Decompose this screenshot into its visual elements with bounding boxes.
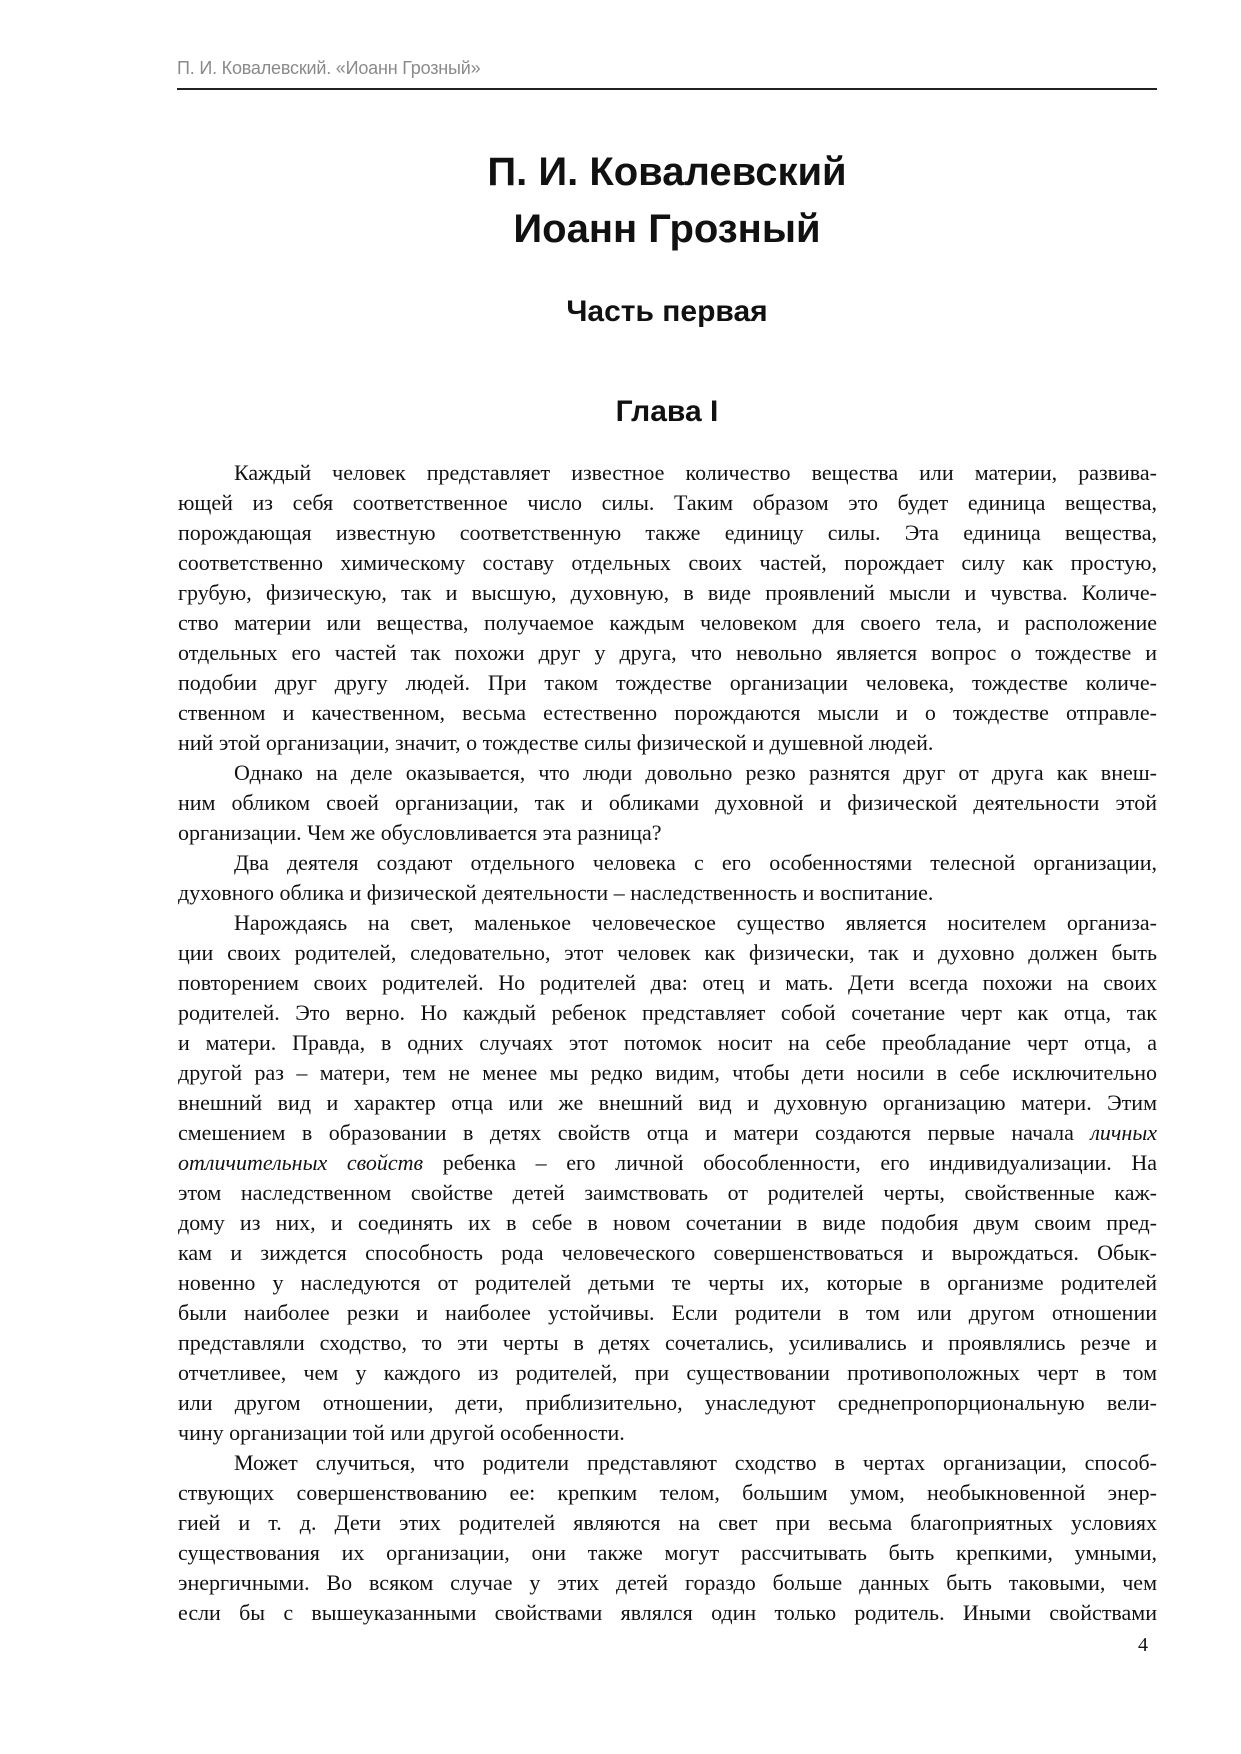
text-line: внешний вид и характер отца или же внешний вид и духовную организацию матери. Этим [178,1090,1157,1115]
italic-text: личных [1090,1120,1157,1145]
running-header: П. И. Ковалевский. «Иоанн Грозный» [177,58,481,78]
text-line: другой раз – матери, тем не менее мы редко видим, чтобы дети носили в себе исключительно [178,1060,1157,1085]
text-line: энергичными. Во всяком случае у этих детей гораздо больше данных быть таковыми, чем [178,1570,1157,1595]
text-line: грубую, физическую, так и высшую, духовную, в виде проявлений мысли и чувства. Количе- [178,580,1157,605]
body-text [178,458,1157,1628]
text-line: и матери. Правда, в одних случаях этот потомок носит на себе преобладание черт отца, а [178,1030,1157,1055]
text-line [178,1118,1157,1148]
page-number: 4 [1138,1634,1148,1656]
text-line: существования их организации, они также могут рассчитывать быть крепкими, умными, [178,1540,1157,1565]
text-line: или другом отношении, дети, приблизительно, унаследуют среднепропорциональную вели- [178,1390,1157,1415]
text-line: чину организации той или другой особенности. [178,1420,625,1445]
text-line: представляли сходство, то эти черты в детях сочетались, усиливались и проявлялись резче и [178,1330,1157,1355]
text-line: кам и зиждется способность рода человеческого совершенствоваться и вырождаться. Обык- [178,1240,1157,1265]
text-line: повторением своих родителей. Но родителей два: отец и мать. Дети всегда похожи на своих [178,970,1157,995]
header-rule [177,88,1157,90]
text-line: если бы с вышеуказанными свойствами являлся один только родитель. Иными свойствами [178,1600,1157,1625]
text-line: ним обликом своей организации, так и обликами духовной и физической деятельности этой [178,790,1157,815]
text-line: отчетливее, чем у каждого из родителей, при существовании противоположных черт в том [178,1360,1157,1385]
text-line: ствующих совершенствованию ее: крепким телом, большим умом, необыкновенной энер- [178,1480,1157,1505]
text-line: дому из них, и соединять их в себе в новом сочетании в виде подобия двум своим пред- [178,1210,1157,1235]
title-book: Иоанн Грозный [513,207,821,251]
text-line: гией и т. д. Дети этих родителей являются на свет при весьма благоприятных условиях [178,1510,1157,1535]
text-line: ющей из себя соответственное число силы. Таким образом это будет единица вещества, [178,490,1157,515]
text-line: Каждый человек представляет известное количество вещества или материи, развива- [234,460,1157,485]
text-line: родителей. Это верно. Но каждый ребенок представляет собой сочетание черт как отца, так [178,1000,1157,1025]
part-heading: Часть первая [566,295,768,328]
text-line: этом наследственном свойстве детей заимствовать от родителей черты, свойственные каж- [178,1180,1157,1205]
text-segment: ребенка – его личной обособленности, его индивидуализации. На [423,1150,1157,1175]
text-line: ний этой организации, значит, о тождестве силы физической и душевной людей. [178,730,934,755]
text-line: порождающая известную соответственную также единицу силы. Эта единица вещества, [178,520,1157,545]
text-line: Нарождаясь на свет, маленькое человеческое существо является носителем организа- [234,910,1157,935]
text-line [178,1148,1157,1178]
paragraph [178,1448,1157,1628]
text-line: организации. Чем же обусловливается эта разница? [178,820,662,845]
text-line: ство материи или вещества, получаемое каждым человеком для своего тела, и расположение [178,610,1157,635]
title-author: П. И. Ковалевский [487,150,847,194]
paragraph [178,758,1157,848]
text-segment: смешением в образовании в детях свойств отца и матери создаются первые начала [178,1120,1091,1145]
text-line: Два деятеля создают отдельного человека с его особенностями телесной организации, [234,850,1157,875]
text-line: ции своих родителей, следовательно, этот человек как физически, так и духовно должен быть [178,940,1157,965]
text-line: Однако на деле оказывается, что люди довольно резко разнятся друг от друга как внеш- [234,760,1157,785]
italic-text: отличительных свойств [178,1150,424,1175]
chapter-heading: Глава I [615,395,719,428]
text-line: подобии друг другу людей. При таком тождестве организации человека, тождестве количе- [178,670,1157,695]
text-line: новенно у наследуются от родителей детьми те черты их, которые в организме родителей [178,1270,1157,1295]
text-line: ственном и качественном, весьма естественно порождаются мысли и о тождестве отправле- [178,700,1157,725]
text-line: духовного облика и физической деятельности – наследственность и воспитание. [178,880,934,905]
paragraph [178,848,1157,908]
paragraph [178,908,1157,1448]
text-line: отдельных его частей так похожи друг у друга, что невольно является вопрос о тождестве и [178,640,1157,665]
text-line: соответственно химическому составу отдельных своих частей, порождает силу как простую, [178,550,1157,575]
paragraph [178,458,1157,758]
text-line: Может случиться, что родители представляют сходство в чертах организации, способ- [234,1450,1157,1475]
text-line: были наиболее резки и наиболее устойчивы. Если родители в том или другом отношении [178,1300,1157,1325]
